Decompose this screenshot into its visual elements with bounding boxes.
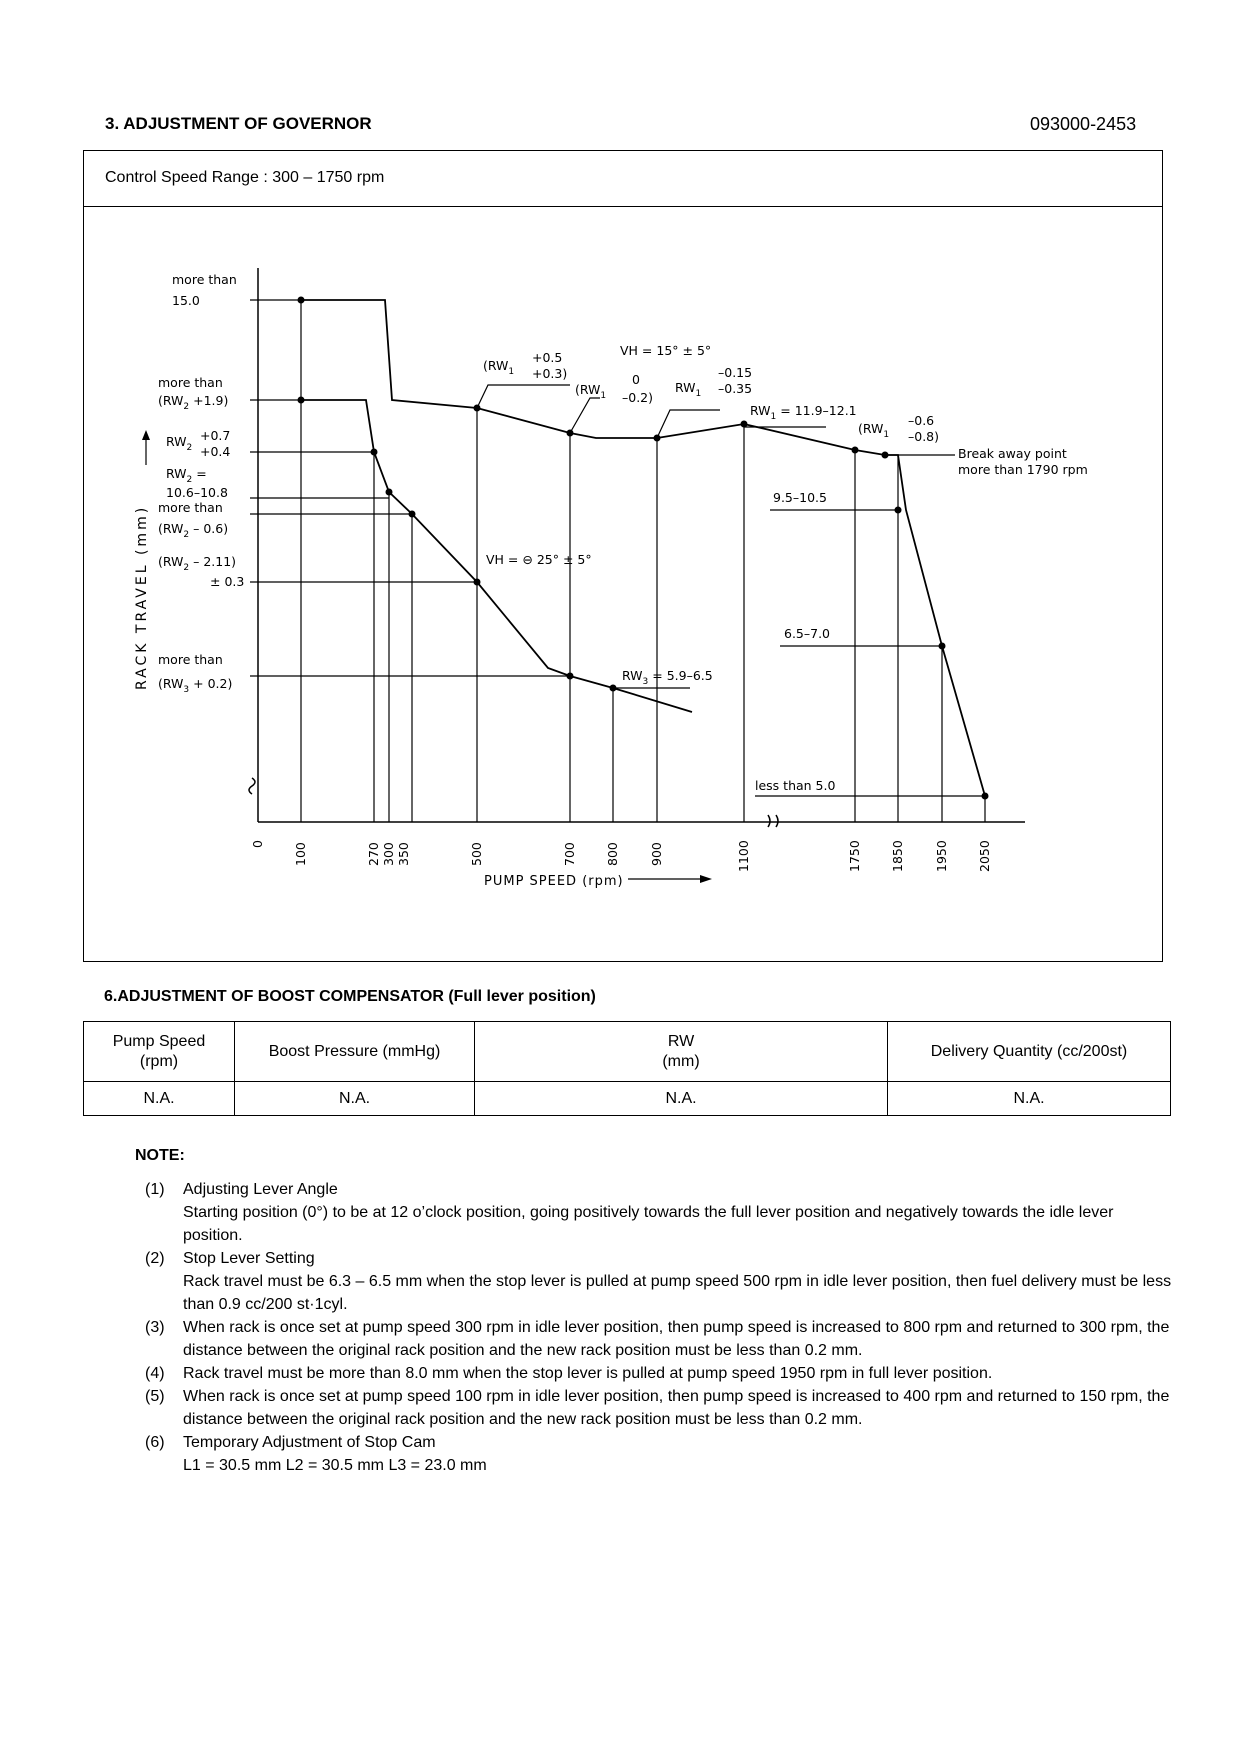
col-rw: RW (mm) [475,1022,888,1082]
x-axis-label: PUMP SPEED (rpm) [484,874,624,889]
svg-text:more than 1790 rpm: more than 1790 rpm [958,462,1088,477]
note-title: NOTE: [135,1147,185,1164]
section-title: 3. ADJUSTMENT OF GOVERNOR [105,114,372,133]
note-item: (4) Rack travel must be more than 8.0 mm when the stop lever is pulled at pump speed 1950 rpm in full lever position. [145,1365,993,1382]
svg-text:(RW1: ($RW_1$ [858,421,890,440]
svg-text:1850: 1850 [890,840,905,872]
note-item: (5) When rack is once set at pump speed 100 rpm in idle lever position, then pump speed is increased to 400 rpm and returned to 150 rpm, the distance between the original rack position and the new rack position must be less than 0.2 mm. [145,1388,1170,1428]
annotation-6-5-7-0: 6.5–7.0 [784,626,831,641]
y-label-rw2-minus-2-11: $(RW_2 - 2.11)$ [158,554,237,573]
note-item: (2) Stop Lever Setting Rack travel must be 6.3 – 6.5 mm when the stop lever is pulled at pump speed 500 rpm in idle lever position, then fuel delivery must be less than 0.9 cc/200 st·1cyl. [145,1250,1172,1313]
y-axis-break [249,778,255,794]
annotation-rw1-equal: $RW_1 = 11.9-12.1$ [750,403,857,422]
svg-text:(RW3 + 0.2): $(RW_3 + 0.2)$ [158,676,233,695]
svg-text:270: 270 [366,842,381,866]
svg-text:1950: 1950 [934,840,949,872]
svg-text:–0.6: –0.6 [908,413,935,428]
annotation-9-5-10-5: 9.5–10.5 [773,490,827,505]
svg-text:1100: 1100 [736,840,751,872]
control-speed-range: Control Speed Range : 300 – 1750 rpm [84,151,1162,207]
boost-table [83,1021,1171,1116]
boost-section-title: 6.ADJUSTMENT OF BOOST COMPENSATOR (Full lever position) [104,988,596,1005]
svg-text:10.6–10.8: 10.6–10.8 [166,485,228,500]
note-item: (3) When rack is once set at pump speed 300 rpm in idle lever position, then pump speed is increased to 800 rpm and returned to 300 rpm, the distance between the original rack position and the new rack position must be less than 0.2 mm. [145,1319,1170,1359]
part-number: 093000-2453 [1030,114,1137,134]
annotation-breakaway: Break away point [958,446,1067,461]
svg-text:500: 500 [469,842,484,866]
svg-text:RW1: $RW_1$ [675,380,702,399]
y-label-rw2-equal: $RW_2$ = [166,466,207,485]
y-axis-label: RACK TRAVEL (mm) [134,504,150,690]
y-label-more-than-15: more than [172,272,237,287]
note-item: (6) Temporary Adjustment of Stop Cam L1 = 30.5 mm L2 = 30.5 mm L3 = 23.0 mm [145,1434,487,1474]
svg-text:100: 100 [293,842,308,866]
svg-text:–0.2): –0.2) [622,390,654,405]
svg-text:300: 300 [381,842,396,866]
y-label-rw2-minus-0-6: more than [158,500,223,515]
col-delivery-quantity: Delivery Quantity (cc/200st) [888,1022,1171,1082]
svg-text:15.0: 15.0 [172,293,200,308]
val-boost-pressure: N.A. [235,1082,475,1116]
x-axis-arrow [700,875,712,883]
svg-text:± 0.3: ± 0.3 [210,574,245,589]
svg-text:0: 0 [250,840,265,848]
svg-text:800: 800 [605,842,620,866]
val-delivery-quantity: N.A. [888,1082,1171,1116]
val-rw: N.A. [475,1082,888,1116]
note-item: (1) Adjusting Lever Angle Starting position (0°) to be at 12 o’clock position, going positively towards the full lever position and negatively towards the idle lever position. [145,1181,1114,1244]
notes-list [145,1178,1175,1477]
val-pump-speed: N.A. [84,1082,235,1116]
svg-text:2050: 2050 [977,840,992,872]
annotation-less-than-5: less than 5.0 [755,778,836,793]
svg-text:350: 350 [396,842,411,866]
svg-text:–0.15: –0.15 [718,365,753,380]
svg-text:+0.3): +0.3) [532,366,568,381]
annotation-vh-15: VH = 15° ± 5° [620,343,712,358]
svg-text:(RW1: ($RW_1$ [483,358,515,377]
annotation-rw3: $RW_3 = 5.9-6.5$ [622,668,713,687]
y-label-rw2-plus-1-9: more than [158,375,223,390]
annotation-vh-25: VH = ⊖ 25° ± 5° [486,552,592,567]
svg-text:(RW2 +1.9): $(RW_2 +1.9)$ [158,393,229,412]
y-label-rw2-plus-0-7: $RW_2$ [166,434,193,453]
data-points [298,297,989,800]
horizontal-guides [250,300,985,796]
y-label-rw3-plus-0-2: more than [158,652,223,667]
full-lever-curve [301,300,985,796]
svg-text:900: 900 [649,842,664,866]
x-tick-labels [250,840,992,872]
col-pump-speed: Pump Speed (rpm) [84,1022,235,1082]
svg-text:0: 0 [632,372,640,387]
chart-annotations [483,343,1088,793]
y-labels [158,272,244,695]
svg-text:+0.5: +0.5 [532,350,563,365]
svg-text:+0.4: +0.4 [200,444,231,459]
vertical-guides [301,300,985,822]
svg-text:+0.7: +0.7 [200,428,231,443]
svg-text:–0.8): –0.8) [908,429,940,444]
x-axis-break [768,815,778,827]
svg-text:(RW2 – 0.6): $(RW_2 - 0.6)$ [158,521,229,540]
svg-text:(RW1: ($RW_1$ [575,382,607,401]
svg-text:700: 700 [562,842,577,866]
svg-text:1750: 1750 [847,840,862,872]
col-boost-pressure: Boost Pressure (mmHg) [235,1022,475,1082]
svg-text:–0.35: –0.35 [718,381,753,396]
